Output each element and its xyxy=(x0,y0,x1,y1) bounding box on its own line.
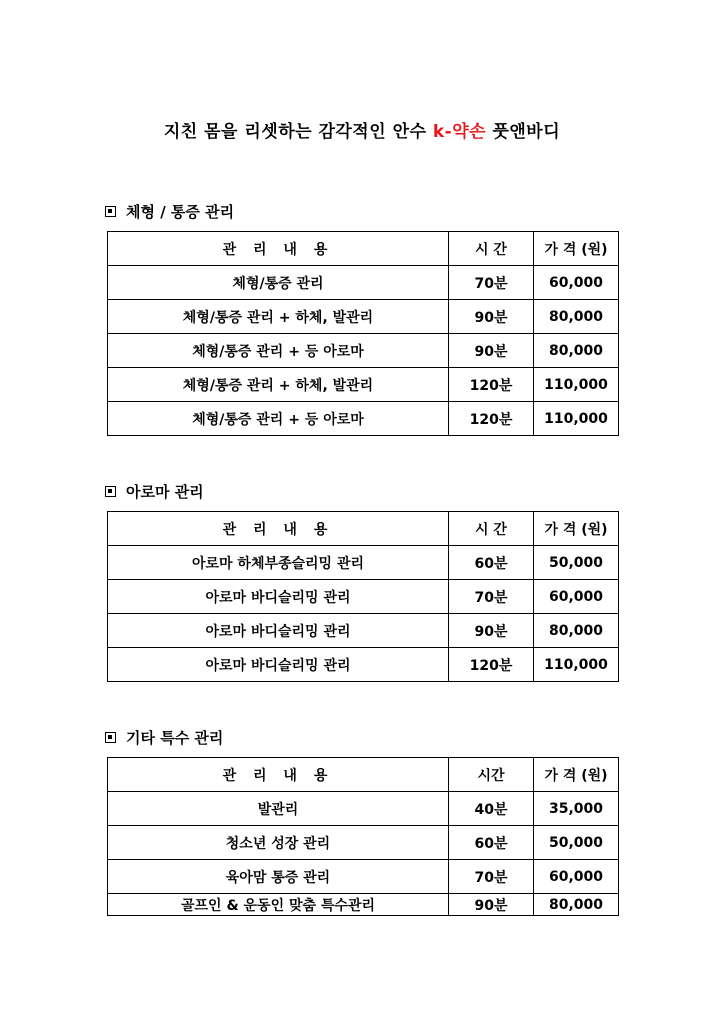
table-row xyxy=(108,402,619,436)
brand-name: k-약손 xyxy=(432,122,487,142)
square-bullet-icon xyxy=(105,732,116,743)
table-header-row xyxy=(108,758,619,792)
service-cell: 체형/통증 관리 + 하체, 발관리 xyxy=(108,368,449,402)
price-cell: 110,000 xyxy=(534,648,619,682)
section-heading-label: 체형 / 통증 관리 xyxy=(126,203,235,221)
time-cell: 120분 xyxy=(449,402,534,436)
price-cell: 60,000 xyxy=(534,860,619,894)
header-time: 시 간 xyxy=(449,512,534,546)
table-row xyxy=(108,266,619,300)
time-cell: 70분 xyxy=(449,580,534,614)
header-service: 관 리 내 용 xyxy=(108,758,449,792)
price-cell: 80,000 xyxy=(534,894,619,916)
service-cell: 체형/통증 관리 xyxy=(108,266,449,300)
price-cell: 50,000 xyxy=(534,546,619,580)
service-cell: 골프인 & 운동인 맞춤 특수관리 xyxy=(108,894,449,916)
price-table-body-pain xyxy=(107,231,619,436)
time-cell: 90분 xyxy=(449,300,534,334)
service-cell: 아로마 바디슬리밍 관리 xyxy=(108,580,449,614)
service-cell: 체형/통증 관리 + 등 아로마 xyxy=(108,402,449,436)
service-cell: 체형/통증 관리 + 등 아로마 xyxy=(108,334,449,368)
price-cell: 35,000 xyxy=(534,792,619,826)
price-cell: 110,000 xyxy=(534,402,619,436)
section-heading-label: 기타 특수 관리 xyxy=(126,729,224,747)
header-price: 가 격 (원) xyxy=(534,232,619,266)
time-cell: 120분 xyxy=(449,368,534,402)
title-suffix: 풋앤바디 xyxy=(486,122,561,142)
price-table-aroma xyxy=(107,511,619,682)
price-cell: 60,000 xyxy=(534,580,619,614)
service-cell: 육아맘 통증 관리 xyxy=(108,860,449,894)
section-heading-special xyxy=(105,727,223,748)
table-row xyxy=(108,580,619,614)
price-cell: 80,000 xyxy=(534,334,619,368)
service-cell: 청소년 성장 관리 xyxy=(108,826,449,860)
header-time: 시간 xyxy=(449,758,534,792)
price-cell: 110,000 xyxy=(534,368,619,402)
table-row xyxy=(108,546,619,580)
time-cell: 60분 xyxy=(449,546,534,580)
title-main: 지친 몸을 리셋하는 감각적인 안수 xyxy=(163,122,433,142)
time-cell: 120분 xyxy=(449,648,534,682)
table-row xyxy=(108,368,619,402)
section-heading-aroma xyxy=(105,481,204,502)
time-cell: 90분 xyxy=(449,894,534,916)
time-cell: 70분 xyxy=(449,266,534,300)
table-header-row xyxy=(108,232,619,266)
price-cell: 60,000 xyxy=(534,266,619,300)
table-row xyxy=(108,792,619,826)
price-cell: 50,000 xyxy=(534,826,619,860)
price-cell: 80,000 xyxy=(534,614,619,648)
service-cell: 아로마 하체부종슬리밍 관리 xyxy=(108,546,449,580)
table-header-row xyxy=(108,512,619,546)
service-cell: 아로마 바디슬리밍 관리 xyxy=(108,614,449,648)
square-bullet-icon xyxy=(105,486,116,497)
price-cell: 80,000 xyxy=(534,300,619,334)
table-row xyxy=(108,860,619,894)
table-row xyxy=(108,826,619,860)
table-row xyxy=(108,300,619,334)
service-cell: 아로마 바디슬리밍 관리 xyxy=(108,648,449,682)
table-row xyxy=(108,648,619,682)
page-title xyxy=(0,117,724,142)
service-cell: 체형/통증 관리 + 하체, 발관리 xyxy=(108,300,449,334)
time-cell: 60분 xyxy=(449,826,534,860)
service-cell: 발관리 xyxy=(108,792,449,826)
table-row xyxy=(108,334,619,368)
time-cell: 90분 xyxy=(449,334,534,368)
section-heading-body-pain xyxy=(105,201,234,222)
time-cell: 90분 xyxy=(449,614,534,648)
table-row xyxy=(108,894,619,916)
time-cell: 70분 xyxy=(449,860,534,894)
section-heading-label: 아로마 관리 xyxy=(126,483,204,501)
header-service: 관 리 내 용 xyxy=(108,232,449,266)
time-cell: 40분 xyxy=(449,792,534,826)
header-price: 가 격 (원) xyxy=(534,758,619,792)
price-table-special xyxy=(107,757,619,916)
header-price: 가 격 (원) xyxy=(534,512,619,546)
header-time: 시 간 xyxy=(449,232,534,266)
square-bullet-icon xyxy=(105,206,116,217)
header-service: 관 리 내 용 xyxy=(108,512,449,546)
table-row xyxy=(108,614,619,648)
